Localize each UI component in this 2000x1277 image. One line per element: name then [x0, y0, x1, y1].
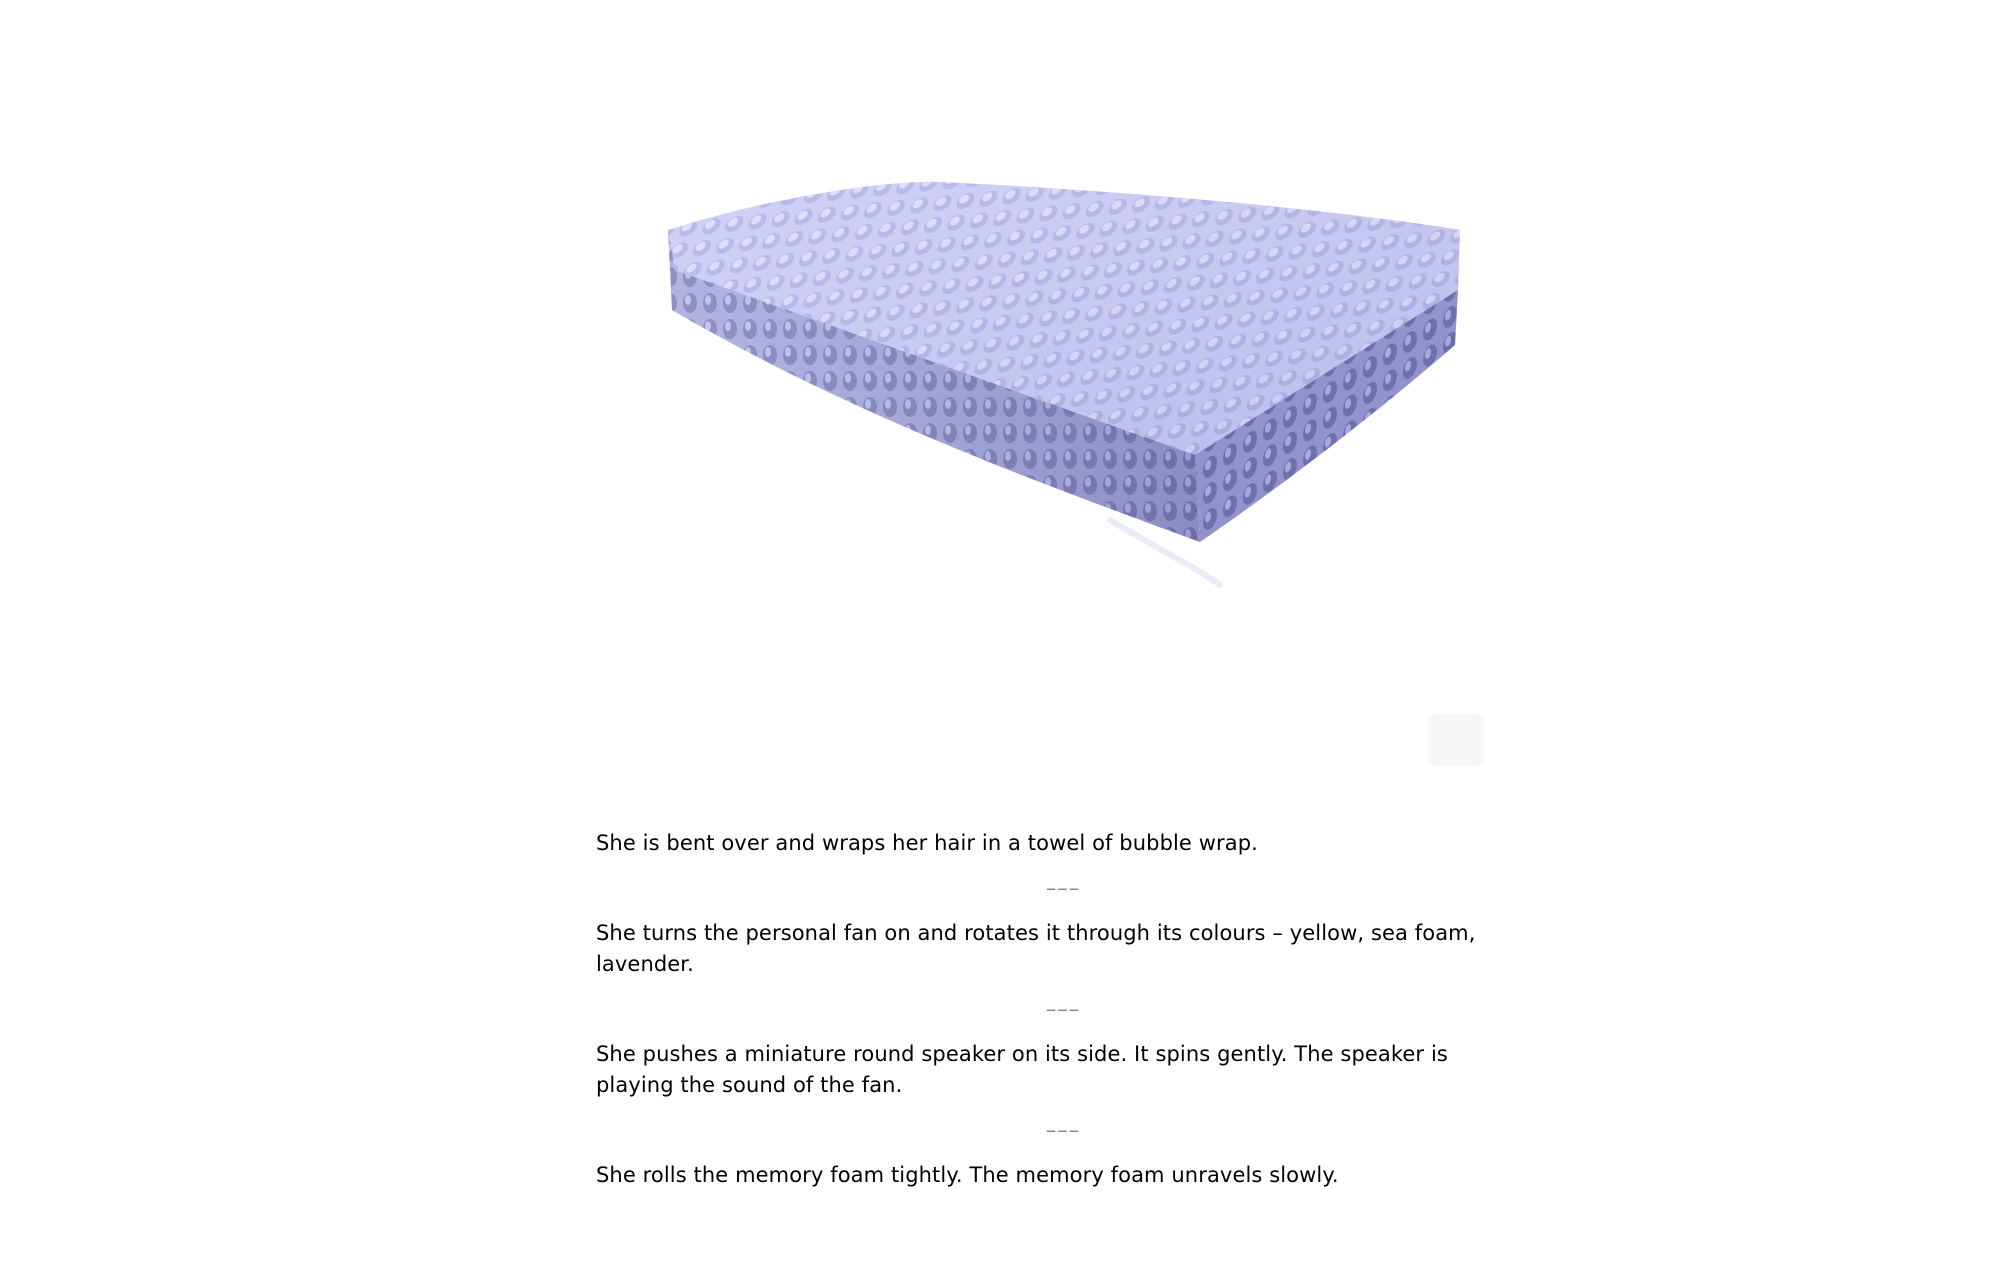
section-divider: ––– — [1045, 1118, 1081, 1142]
story-paragraph: She rolls the memory foam tightly. The memory foam unravels slowly. — [596, 1163, 1339, 1187]
section-divider: ––– — [1045, 997, 1081, 1021]
memory-foam-illustration — [640, 160, 1520, 620]
story-text — [596, 828, 1526, 1191]
section-divider: ––– — [1045, 876, 1081, 900]
story-paragraph: She pushes a miniature round speaker on its side. It spins gently. The speaker is playing the sound of the fan. — [596, 1042, 1448, 1097]
memory-foam-image — [640, 160, 1520, 620]
story-paragraph: She is bent over and wraps her hair in a towel of bubble wrap. — [596, 831, 1258, 855]
story-paragraph: She turns the personal fan on and rotates it through its colours – yellow, sea foam, lavender. — [596, 921, 1476, 976]
faint-watermark — [1428, 714, 1484, 766]
